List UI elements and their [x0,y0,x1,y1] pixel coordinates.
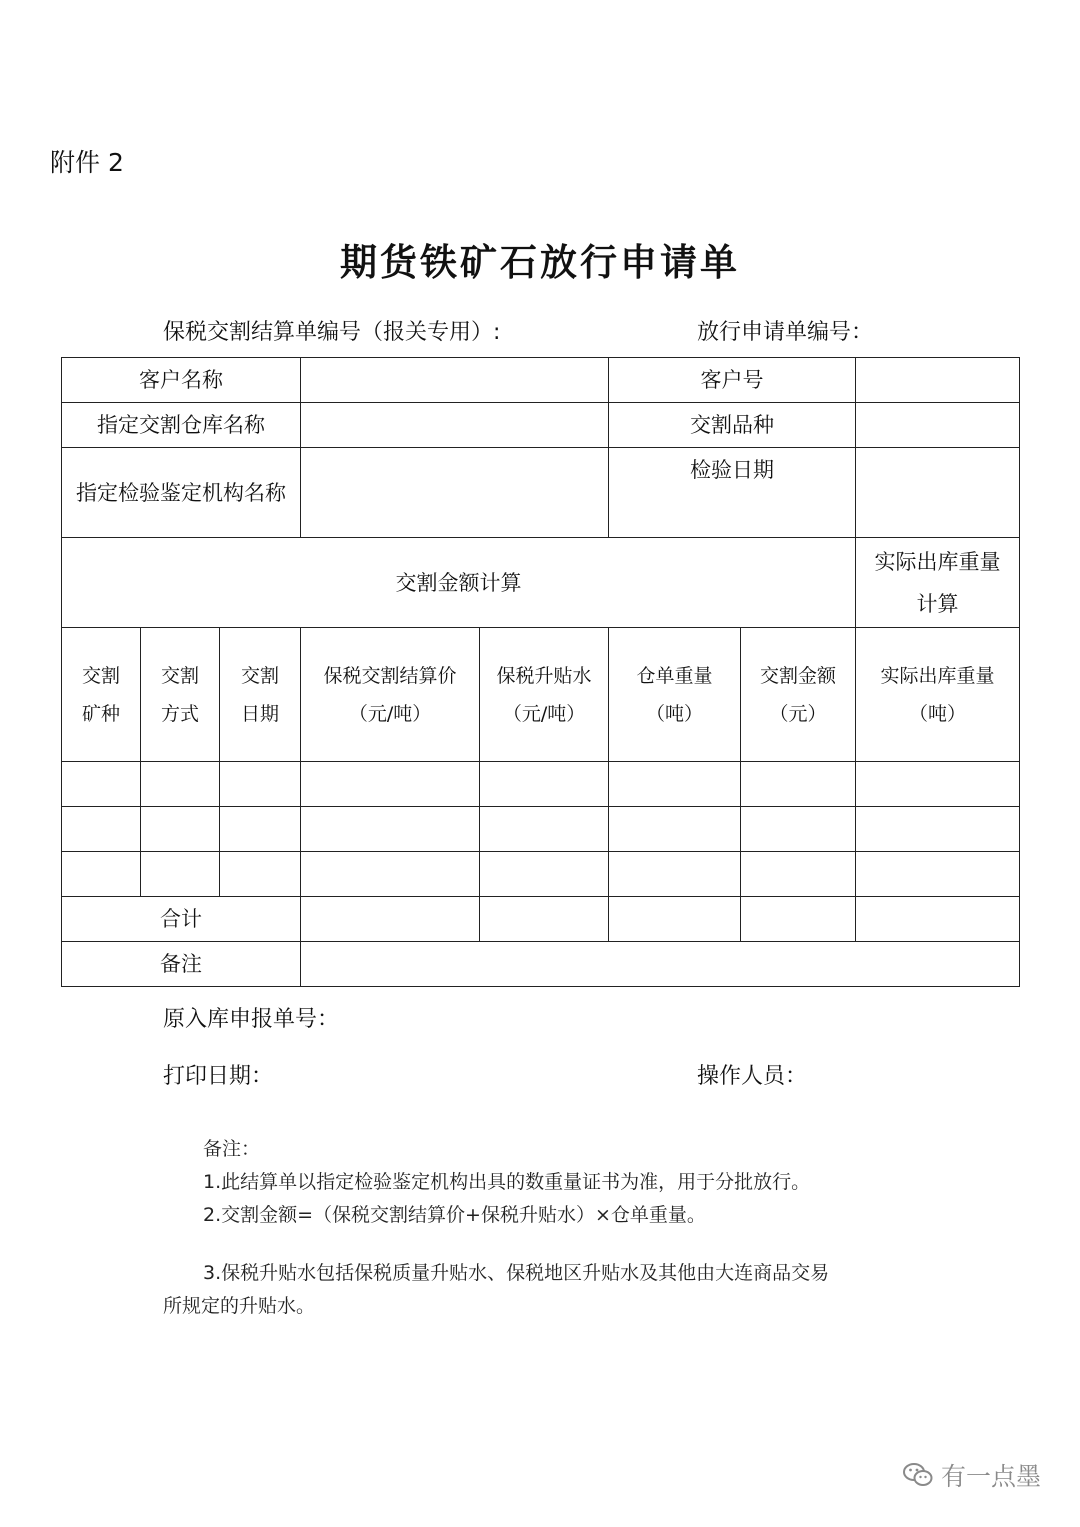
table-cell[interactable] [62,852,141,897]
operator-label: 操作人员： [697,1064,808,1089]
table-cell[interactable] [301,852,480,897]
attachment-label: 附件 2 [50,148,124,177]
release-number-label: 放行申请单编号： [697,320,874,345]
wechat-icon [903,1462,933,1488]
warehouse-name-label: 指定交割仓库名称 [62,403,301,448]
table-cell[interactable] [741,807,856,852]
inspection-date-value[interactable] [856,448,1020,538]
amount-calc-header: 交割金额计算 [62,538,856,628]
column-header: 保税交割结算价（元/吨） [301,628,480,762]
column-header: 保税升贴水（元/吨） [480,628,609,762]
delivery-variety-value[interactable] [856,403,1020,448]
warehouse-name-value[interactable] [301,403,609,448]
total-label: 合计 [62,897,301,942]
total-row [62,897,1020,942]
inspection-agency-value[interactable] [301,448,609,538]
column-header: 仓单重量（吨） [609,628,741,762]
table-cell[interactable] [301,897,480,942]
table-cell[interactable] [856,852,1020,897]
note-item: 3.保税升贴水包括保税质量升贴水、保税地区升贴水及其他由大连商品交易 [203,1262,830,1284]
column-header: 交割日期 [220,628,301,762]
actual-weight-calc-header: 实际出库重量计算 [856,538,1020,628]
note-item: 2.交割金额=（保税交割结算价+保税升贴水）×仓单重量。 [203,1204,706,1226]
table-cell[interactable] [141,762,220,807]
table-cell[interactable] [220,762,301,807]
remarks-label: 备注 [62,942,301,987]
inspection-date-label: 检验日期 [609,448,856,538]
table-cell[interactable] [609,762,741,807]
delivery-variety-label: 交割品种 [609,403,856,448]
customer-no-value[interactable] [856,358,1020,403]
column-header: 交割金额（元） [741,628,856,762]
page-title: 期货铁矿石放行申请单 [340,241,740,284]
table-cell[interactable] [220,807,301,852]
table-cell[interactable] [609,897,741,942]
table-row [62,807,1020,852]
table-cell[interactable] [741,852,856,897]
note-item: 1.此结算单以指定检验鉴定机构出具的数重量证书为准，用于分批放行。 [203,1171,811,1193]
column-header: 交割方式 [141,628,220,762]
table-cell[interactable] [856,897,1020,942]
table-cell[interactable] [741,897,856,942]
table-cell[interactable] [480,897,609,942]
watermark-text: 有一点墨 [941,1462,1042,1491]
table-cell[interactable] [741,762,856,807]
settlement-number-label: 保税交割结算单编号（报关专用）: [163,320,501,345]
print-date-label: 打印日期： [163,1064,274,1089]
original-entry-number-label: 原入库申报单号： [163,1007,340,1032]
notes-title: 备注： [203,1138,261,1160]
table-cell[interactable] [856,807,1020,852]
table-cell[interactable] [609,807,741,852]
table-cell[interactable] [141,852,220,897]
table-cell[interactable] [220,852,301,897]
column-header: 交割矿种 [62,628,141,762]
table-cell[interactable] [141,807,220,852]
table-row [62,762,1020,807]
watermark [903,1457,1041,1493]
note-item: 所规定的升贴水。 [163,1295,316,1317]
table-cell[interactable] [609,852,741,897]
table-cell[interactable] [62,807,141,852]
remarks-row [62,942,1020,987]
table-cell[interactable] [62,762,141,807]
remarks-value[interactable] [301,942,1020,987]
customer-name-label: 客户名称 [62,358,301,403]
table-row [62,852,1020,897]
customer-name-value[interactable] [301,358,609,403]
table-cell[interactable] [301,807,480,852]
customer-no-label: 客户号 [609,358,856,403]
inspection-agency-label: 指定检验鉴定机构名称 [62,448,301,538]
table-cell[interactable] [480,807,609,852]
release-form-table [61,357,1020,987]
table-cell[interactable] [480,852,609,897]
column-header: 实际出库重量（吨） [856,628,1020,762]
table-cell[interactable] [856,762,1020,807]
table-cell[interactable] [480,762,609,807]
table-cell[interactable] [301,762,480,807]
